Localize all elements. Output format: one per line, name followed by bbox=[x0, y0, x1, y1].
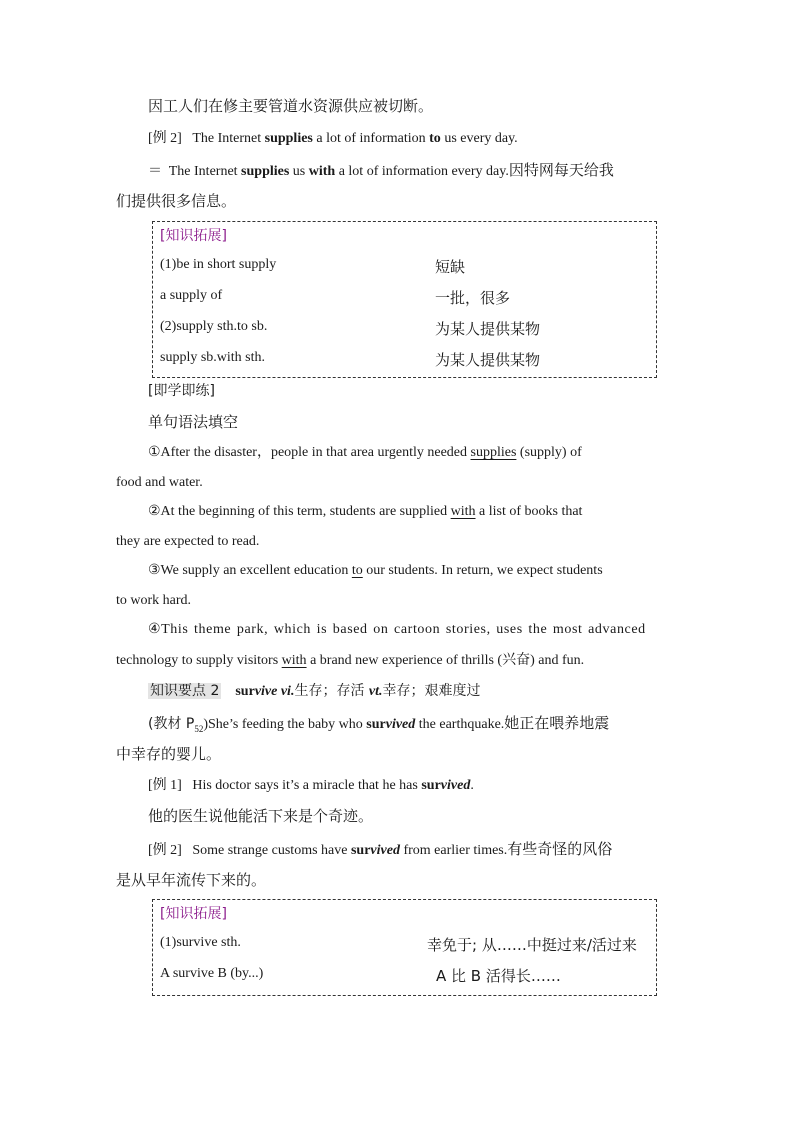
practice-subtitle: 单句语法填空 bbox=[148, 413, 239, 431]
text: the earthquake. bbox=[415, 717, 505, 732]
headword-b: vive bbox=[254, 684, 278, 699]
question-3-cont: to work hard. bbox=[116, 593, 192, 608]
phrase-meaning: 为某人提供某物 bbox=[435, 320, 541, 338]
text: a list of books that bbox=[475, 504, 583, 519]
keyword-b: vived bbox=[385, 717, 416, 732]
knowledge-extension-box bbox=[152, 221, 657, 378]
phrase: (1)survive sth. bbox=[160, 935, 241, 950]
keyword: with bbox=[308, 164, 336, 179]
example-2-line bbox=[148, 129, 518, 149]
text: from earlier times. bbox=[399, 843, 508, 858]
answer: supplies bbox=[470, 445, 517, 460]
translation: 她正在喂养地震 bbox=[504, 714, 610, 732]
phrase-meaning: 为某人提供某物 bbox=[435, 351, 541, 369]
equivalent-line bbox=[148, 160, 614, 182]
answer: with bbox=[281, 653, 307, 668]
meaning: 生存；存活 bbox=[294, 683, 369, 699]
knowledge-point-2 bbox=[148, 681, 481, 702]
keyword: supplies bbox=[264, 131, 313, 146]
page-number: 52 bbox=[194, 723, 204, 734]
phrase: supply sb.with sth. bbox=[160, 350, 266, 365]
translation-cont: 是从早年流传下来的。 bbox=[116, 871, 267, 889]
keyword bbox=[421, 778, 470, 793]
text: us bbox=[289, 164, 309, 179]
phrase: a supply of bbox=[160, 288, 223, 303]
text: a lot of information bbox=[312, 131, 430, 146]
keyword-b: vived bbox=[370, 843, 400, 858]
question-2 bbox=[148, 502, 582, 522]
phrase-meaning: 一批，很多 bbox=[435, 289, 511, 307]
text: ①After the disaster，people in that area urgently needed bbox=[148, 445, 471, 460]
text: technology to supply visitors bbox=[116, 653, 282, 668]
headword-a: sur bbox=[235, 684, 255, 699]
phrase-meaning: 短缺 bbox=[435, 258, 466, 276]
phrase-meaning: 幸免于; 从……中挺过来/活过来 bbox=[427, 936, 637, 954]
translation: 因特网每天给我 bbox=[508, 161, 614, 179]
headword bbox=[235, 684, 277, 699]
text: (教材 P bbox=[148, 716, 195, 732]
text: a lot of information every day. bbox=[335, 164, 509, 179]
text: Some strange customs have bbox=[192, 843, 351, 858]
keyword bbox=[351, 843, 400, 858]
example-label: [例 2] bbox=[148, 131, 182, 146]
phrase: (2)supply sth.to sb. bbox=[160, 319, 268, 334]
question-1 bbox=[148, 443, 582, 463]
text: our students. In return, we expect students bbox=[362, 563, 603, 578]
keyword-b: vived bbox=[440, 778, 471, 793]
textbook-example bbox=[148, 713, 609, 739]
point-label: 知识要点 2 bbox=[150, 683, 220, 699]
example-label: [例 2] bbox=[148, 843, 182, 858]
part-of-speech: vi. bbox=[280, 684, 295, 699]
phrase: (1)be in short supply bbox=[160, 257, 277, 272]
box-title: [知识拓展] bbox=[160, 228, 227, 244]
box-title: [知识拓展] bbox=[160, 906, 227, 922]
phrase-meaning: A 比 B 活得长…… bbox=[436, 967, 561, 985]
question-3 bbox=[148, 561, 603, 581]
meaning: 幸存；艰难度过 bbox=[382, 683, 481, 699]
example-2b-line bbox=[148, 839, 612, 861]
question-4-cont bbox=[116, 651, 584, 671]
paragraph-line: 因工人们在修主要管道水资源供应被切断。 bbox=[148, 97, 434, 115]
keyword: supplies bbox=[241, 164, 290, 179]
translation-cont: 们提供很多信息。 bbox=[116, 192, 237, 210]
keyword-a: sur bbox=[421, 778, 441, 793]
text: (supply) of bbox=[516, 445, 582, 460]
phrase: A survive B (by...) bbox=[160, 966, 264, 981]
text: ②At the beginning of this term, students are supplied bbox=[148, 504, 451, 519]
text: The Internet bbox=[168, 164, 242, 179]
question-4: ④This theme park, which is based on cartoon stories, uses the most advanced bbox=[148, 622, 646, 637]
part-of-speech: vt. bbox=[368, 684, 383, 699]
translation-cont: 中幸存的婴儿。 bbox=[116, 745, 222, 763]
answer: to bbox=[351, 563, 363, 578]
answer: with bbox=[450, 504, 476, 519]
practice-title: [即学即练] bbox=[148, 383, 215, 399]
text: a brand new experience of thrills (兴奋) and fun. bbox=[306, 653, 585, 668]
knowledge-extension-box-2 bbox=[152, 899, 657, 996]
equals-symbol: ＝ bbox=[148, 164, 162, 179]
text: His doctor says it’s a miracle that he has bbox=[192, 778, 422, 793]
keyword bbox=[366, 717, 415, 732]
text: The Internet bbox=[192, 131, 265, 146]
keyword-a: sur bbox=[366, 717, 386, 732]
text: )She’s feeding the baby who bbox=[203, 717, 367, 732]
keyword-a: sur bbox=[350, 843, 371, 858]
question-1-cont: food and water. bbox=[116, 475, 203, 490]
keyword: to bbox=[429, 131, 441, 146]
example-1-line bbox=[148, 776, 474, 796]
text: . bbox=[470, 778, 474, 793]
question-2-cont: they are expected to read. bbox=[116, 534, 260, 549]
translation: 他的医生说他能活下来是个奇迹。 bbox=[148, 807, 374, 825]
text: us every day. bbox=[440, 131, 518, 146]
translation: 有些奇怪的风俗 bbox=[507, 840, 613, 858]
example-label: [例 1] bbox=[148, 778, 182, 793]
text: ③We supply an excellent education bbox=[148, 563, 352, 578]
